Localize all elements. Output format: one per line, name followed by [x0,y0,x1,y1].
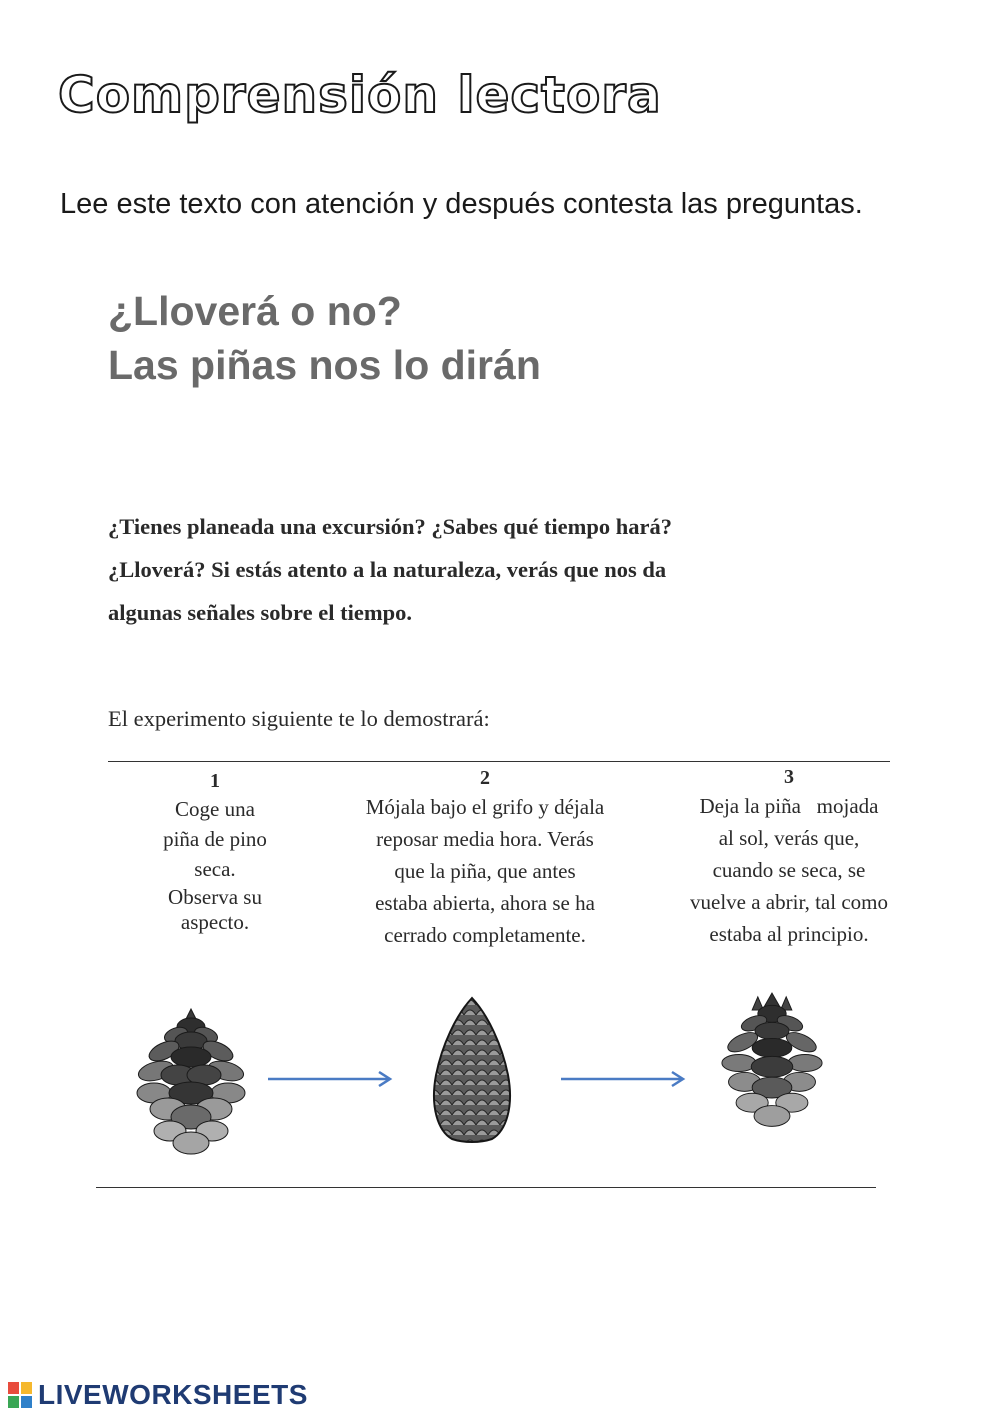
step-text-line: piña de pino [163,827,267,851]
liveworksheets-mark-icon [8,1382,32,1408]
story-title-line: Las piñas nos lo dirán [108,342,541,388]
step-text-line: cerrado completamente. [384,923,586,947]
story-title [108,284,541,392]
step-text-line: seca. [194,857,236,881]
divider-top [108,761,890,762]
step-number: 3 [784,766,794,788]
intro-paragraph [108,505,868,634]
intro-line: algunas señales sobre el tiempo. [108,600,412,625]
step-text-line: vuelve a abrir, tal como [690,890,888,914]
closed-pine-cone-icon [428,995,516,1143]
step-3 [660,764,918,950]
instructions: Lee este texto con atención y después contesta las preguntas. [60,188,863,220]
intro-line: ¿Tienes planeada una excursión? ¿Sabes qué tiempo hará? [108,514,673,539]
brand-name: LIVEWORKSHEETS [38,1379,308,1410]
step-text-line: Coge una [175,797,255,821]
liveworksheets-logo [8,1379,308,1411]
step-number: 1 [210,770,220,792]
arrow-right-icon [267,1069,393,1089]
step-text-line: que la piña, que antes [394,859,576,883]
story-title-line: ¿Lloverá o no? [108,288,402,334]
experiment-lead: El experimento siguiente te lo demostrará: [108,706,490,731]
open-pine-cone-icon [720,990,824,1136]
divider-bottom [96,1187,876,1188]
arrow-right-icon [560,1069,686,1089]
step-text-line: cuando se seca, se [712,858,866,882]
step-1 [130,768,300,934]
step-text-line: estaba abierta, ahora se ha [375,891,595,915]
step-2 [335,765,635,951]
step-text-line: Mójala bajo el grifo y déjala [365,795,605,819]
open-pine-cone-icon [136,1005,246,1157]
step-text-line: aspecto. [180,910,250,934]
step-text-line: Observa su [168,885,262,909]
step-number: 2 [480,767,490,789]
worksheet-title: Comprensión lectora [58,66,662,124]
step-text-line: Deja la piña mojada [699,794,879,818]
step-text-line: al sol, verás que, [718,826,860,850]
step-text-line: reposar media hora. Verás [376,827,594,851]
intro-line: ¿Lloverá? Si estás atento a la naturaleza, verás que nos da [108,557,667,582]
step-text-line: estaba al principio. [709,922,869,946]
